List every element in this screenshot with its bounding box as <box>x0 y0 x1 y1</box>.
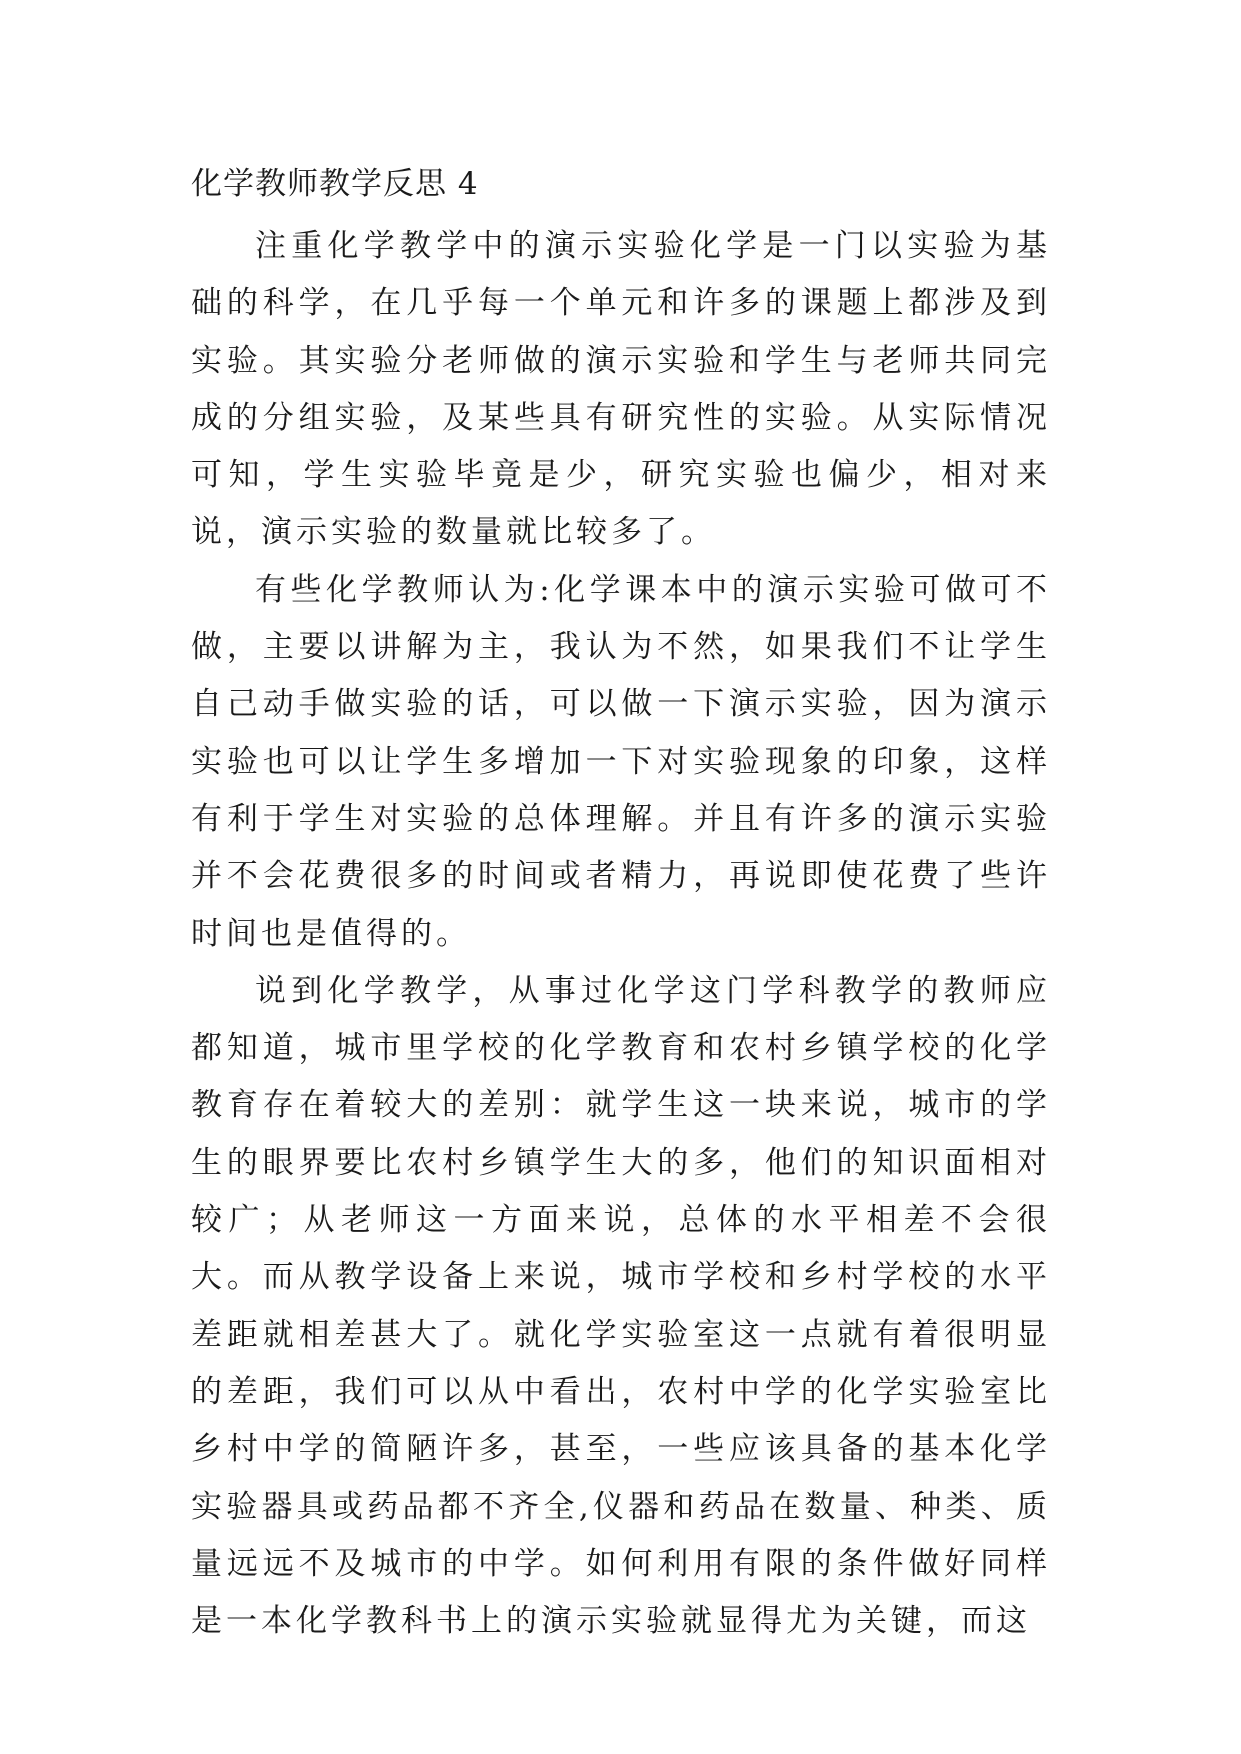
paragraph: 说到化学教学，从事过化学这门学科教学的教师应都知道，城市里学校的化学教育和农村乡镇学校的化学教育存在着较大的差别：就学生这一块来说，城市的学生的眼界要比农村乡镇学生大的多，他们的知识面相对较广；从老师这一方面来说，总体的水平相差不会很大。而从教学设备上来说，城市学校和乡村学校的水平差距就相差甚大了。就化学实验室这一点就有着很明显的差距，我们可以从中看出，农村中学的化学实验室比乡村中学的简陋许多，甚至，一些应该具备的基本化学实验器具或药品都不齐全,仪器和药品在数量、种类、质量远远不及城市的中学。如何利用有限的条件做好同样是一本化学教科书上的演示实验就显得尤为关键，而这 <box>191 972 1051 1640</box>
paragraph: 有些化学教师认为:化学课本中的演示实验可做可不做，主要以讲解为主，我认为不然，如果我们不让学生自己动手做实验的话，可以做一下演示实验，因为演示实验也可以让学生多增加一下对实验现象的印象，这样有利于学生对实验的总体理解。并且有许多的演示实验并不会花费很多的时间或者精力，再说即使花费了些许时间也是值得的。 <box>191 571 1051 952</box>
document-body <box>191 218 1051 1650</box>
paragraph: 注重化学教学中的演示实验化学是一门以实验为基础的科学，在几乎每一个单元和许多的课题上都涉及到实验。其实验分老师做的演示实验和学生与老师共同完成的分组实验，及某些具有研究性的实验。从实际情况可知，学生实验毕竟是少，研究实验也偏少，相对来说，演示实验的数量就比较多了。 <box>191 228 1051 551</box>
document-title: 化学教师教学反思 4 <box>191 166 479 202</box>
